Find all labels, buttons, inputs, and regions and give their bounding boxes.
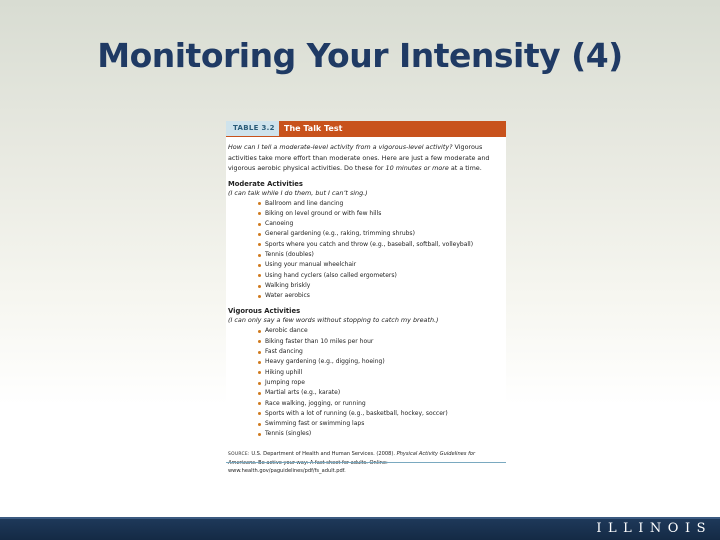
bullet-icon bbox=[258, 264, 261, 267]
list-item-label: Martial arts (e.g., karate) bbox=[265, 389, 341, 397]
list-item-label: Jumping rope bbox=[265, 378, 305, 386]
bullet-icon bbox=[258, 392, 261, 395]
list-item-label: Sports where you catch and throw (e.g., baseball, softball, volleyball) bbox=[265, 240, 474, 248]
list-item-label: Race walking, jogging, or running bbox=[265, 399, 366, 407]
bullet-icon bbox=[258, 212, 261, 215]
list-item-label: General gardening (e.g., raking, trimming shrubs) bbox=[265, 230, 415, 238]
slide-title: Monitoring Your Intensity (4) bbox=[97, 36, 623, 75]
source-italic: Physical Activity Guidelines for bbox=[396, 450, 476, 457]
intro-emphasis: 10 minutes or more bbox=[385, 164, 449, 172]
bullet-icon bbox=[258, 371, 261, 374]
list-item bbox=[258, 260, 506, 270]
intro-question: How can I tell a moderate-level activity from a vigorous-level activity? bbox=[228, 143, 453, 151]
moderate-heading: Moderate Activities bbox=[228, 179, 303, 188]
bullet-icon bbox=[258, 223, 261, 226]
bullet-icon bbox=[258, 274, 261, 277]
table-title: The Talk Test bbox=[279, 121, 506, 136]
bullet-icon bbox=[258, 351, 261, 354]
list-item bbox=[258, 409, 506, 419]
bullet-icon bbox=[258, 340, 261, 343]
table-intro bbox=[228, 142, 504, 174]
list-item-label: Canoeing bbox=[265, 220, 294, 228]
bullet-icon bbox=[258, 330, 261, 333]
list-item bbox=[258, 199, 506, 209]
bullet-icon bbox=[258, 412, 261, 415]
bullet-icon bbox=[258, 233, 261, 236]
list-item bbox=[258, 399, 506, 409]
list-item-label: Sports with a lot of running (e.g., basketball, hockey, soccer) bbox=[265, 409, 448, 417]
source-text-1: U.S. Department of Health and Human Services. (2008). bbox=[249, 450, 397, 457]
list-item-label: Aerobic dance bbox=[265, 327, 308, 335]
list-item bbox=[258, 378, 506, 388]
list-item bbox=[258, 429, 506, 439]
list-item-label: Swimming fast or swimming laps bbox=[265, 420, 365, 428]
list-item bbox=[258, 337, 506, 347]
list-item bbox=[258, 357, 506, 367]
bullet-icon bbox=[258, 361, 261, 364]
moderate-activity-list bbox=[258, 199, 506, 302]
table-number: TABLE 3.2 bbox=[226, 121, 279, 136]
list-item bbox=[258, 388, 506, 398]
list-item bbox=[258, 419, 506, 429]
bullet-icon bbox=[258, 295, 261, 298]
list-item-label: Tennis (doubles) bbox=[265, 250, 314, 258]
vigorous-subheading: (I can only say a few words without stopping to catch my breath.) bbox=[228, 316, 439, 325]
list-item-label: Water aerobics bbox=[265, 292, 310, 300]
source-label: SOURCE: bbox=[228, 451, 250, 457]
list-item bbox=[258, 250, 506, 260]
vigorous-heading: Vigorous Activities bbox=[228, 307, 301, 316]
bullet-icon bbox=[258, 243, 261, 246]
moderate-subheading: (I can talk while I do them, but I can’t sing.) bbox=[228, 188, 368, 197]
source-text-2: www.health.gov/paguidelines/pdf/fs_adult.pdf. bbox=[228, 467, 346, 474]
bullet-icon bbox=[258, 202, 261, 205]
list-item-label: Heavy gardening (e.g., digging, hoeing) bbox=[265, 358, 385, 366]
list-item bbox=[258, 326, 506, 336]
footer-brand: ILLINOIS bbox=[596, 521, 712, 536]
list-item-label: Biking on level ground or with few hills bbox=[265, 209, 382, 217]
list-item bbox=[258, 271, 506, 281]
bullet-icon bbox=[258, 285, 261, 288]
vigorous-activity-list bbox=[258, 326, 506, 439]
intro-text-2: at a time. bbox=[448, 164, 482, 172]
list-item-label: Ballroom and line dancing bbox=[265, 199, 344, 207]
list-item-label: Walking briskly bbox=[265, 281, 311, 289]
table-header bbox=[226, 121, 506, 136]
bullet-icon bbox=[258, 433, 261, 436]
list-item-label: Using your manual wheelchair bbox=[265, 261, 357, 269]
list-item-label: Fast dancing bbox=[265, 348, 303, 356]
list-item-label: Using hand cyclers (also called ergometers) bbox=[265, 271, 397, 279]
list-item bbox=[258, 219, 506, 229]
talk-test-table bbox=[226, 121, 506, 474]
bullet-icon bbox=[258, 402, 261, 405]
list-item-label: Biking faster than 10 miles per hour bbox=[265, 337, 374, 345]
list-item bbox=[258, 291, 506, 301]
bullet-icon bbox=[258, 423, 261, 426]
list-item bbox=[258, 281, 506, 291]
list-item bbox=[258, 209, 506, 219]
bullet-icon bbox=[258, 254, 261, 257]
list-item-label: Tennis (singles) bbox=[265, 430, 312, 438]
list-item-label: Hiking uphill bbox=[265, 368, 303, 376]
list-item bbox=[258, 229, 506, 239]
footer-bar bbox=[0, 517, 720, 540]
table-bottom-rule bbox=[226, 462, 506, 463]
list-item bbox=[258, 347, 506, 357]
list-item bbox=[258, 240, 506, 250]
intro-text-1: Vigorous activities take more effort than moderate ones. Here are just a few moderate and vigorous aerobic physical activities. Do these for bbox=[228, 143, 490, 172]
bullet-icon bbox=[258, 382, 261, 385]
table-header-rule bbox=[226, 136, 506, 137]
list-item bbox=[258, 368, 506, 378]
